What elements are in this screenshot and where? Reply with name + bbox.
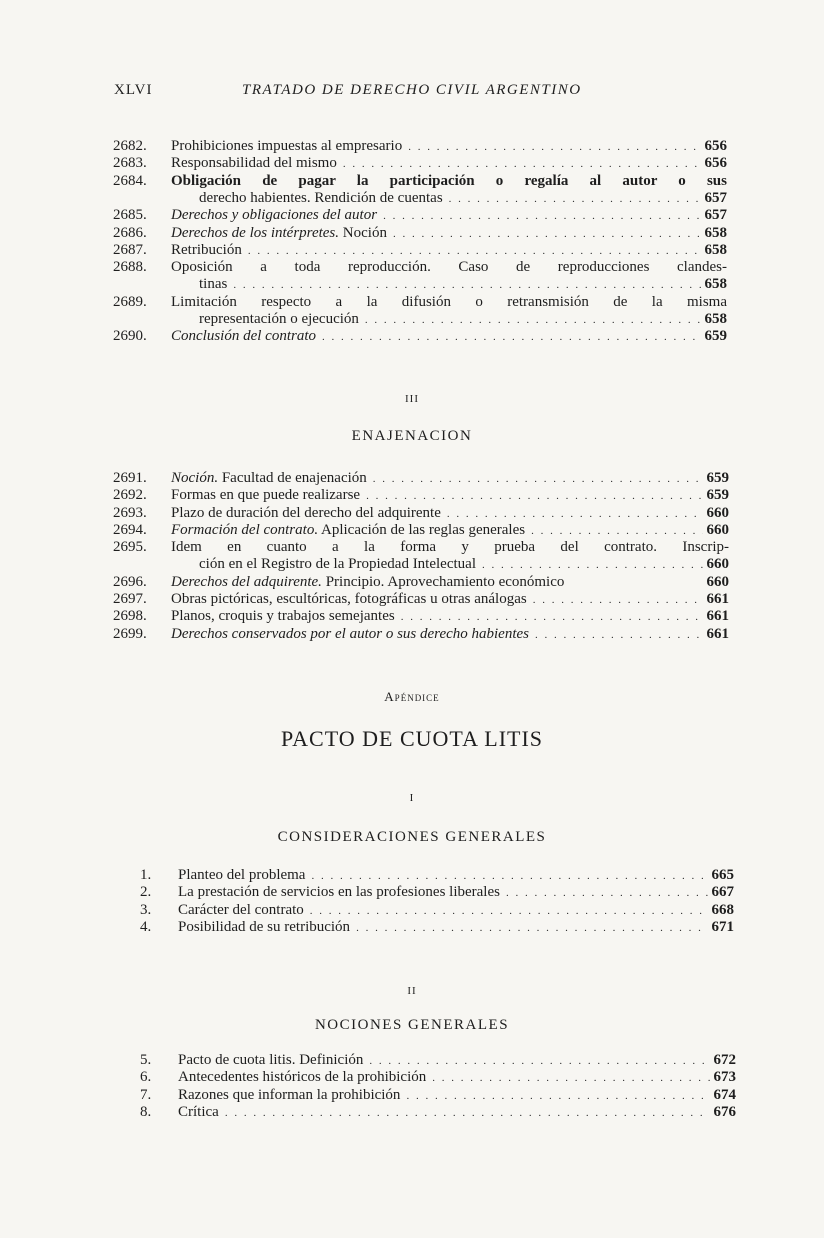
page-number: 660 xyxy=(706,573,729,590)
entry-text: derecho habientes. Rendición de cuentas xyxy=(199,189,443,206)
page-number: 676 xyxy=(713,1103,736,1120)
page-number: 660 xyxy=(706,521,729,538)
page-number: 665 xyxy=(711,867,734,883)
entry-title xyxy=(178,884,500,901)
entry-text: Antecedentes históricos de la prohibición xyxy=(178,1069,427,1086)
dot-leader xyxy=(432,1069,709,1087)
entry-text: Formación del contrato. xyxy=(171,521,319,538)
entry-text: Pacto de cuota litis. Definición xyxy=(178,1052,364,1068)
entry-text: Noción xyxy=(339,224,387,241)
entry-text: Retribución xyxy=(171,241,242,258)
entry-title xyxy=(171,505,441,522)
folio-number: XLVI xyxy=(114,82,153,98)
entry-title xyxy=(171,328,316,345)
entry-title xyxy=(171,155,337,172)
entry-number: 2685. xyxy=(113,207,147,224)
entry-text: Derechos del adquirente. xyxy=(171,573,322,590)
entry-title xyxy=(199,311,359,328)
page-number: 674 xyxy=(713,1086,736,1103)
section-title: CONSIDERACIONES GENERALES xyxy=(277,829,547,845)
entry-title xyxy=(171,470,367,487)
entry-title xyxy=(171,225,387,242)
entry-text: Derechos y obligaciones del autor xyxy=(171,207,378,224)
entry-number: 2690. xyxy=(113,328,147,345)
entry-number: 2691. xyxy=(113,470,147,486)
entry-number: 2683. xyxy=(113,155,147,172)
dot-leader xyxy=(310,902,708,920)
entry-number: 2. xyxy=(140,884,152,901)
entry-title xyxy=(171,608,395,625)
dot-leader xyxy=(322,328,701,346)
dot-leader xyxy=(482,556,703,574)
dot-leader xyxy=(535,626,703,644)
entry-title xyxy=(171,242,242,259)
entry-text: Responsabilidad del mismo xyxy=(171,155,337,172)
entry-text: Derechos conservados por el autor o sus derecho habientes xyxy=(171,625,529,642)
dot-leader xyxy=(365,311,701,329)
entry-text: tinas xyxy=(199,276,228,293)
entry-text: Principio. Aprovechamiento económico xyxy=(321,573,565,590)
page-number: 667 xyxy=(711,884,734,901)
entry-text: Carácter del contrato xyxy=(178,901,304,918)
entry-number: 2687. xyxy=(113,241,147,258)
entry-number: 2695. xyxy=(113,539,147,556)
entry-number: 2699. xyxy=(113,625,147,642)
entry-title xyxy=(171,259,727,276)
entry-title xyxy=(199,276,227,293)
entry-number: 7. xyxy=(140,1086,152,1103)
dot-leader xyxy=(311,867,707,885)
entry-number: 2698. xyxy=(113,608,147,625)
entry-text: Razones que informan la prohibición xyxy=(178,1086,401,1103)
entry-title xyxy=(171,173,727,190)
appendix-label: Apéndice xyxy=(384,689,440,704)
entry-number: 2696. xyxy=(113,573,147,590)
entry-text: Limitación respecto a la difusión o retransmisión de la misma xyxy=(171,293,727,310)
page-number: 658 xyxy=(704,224,727,241)
entry-number: 2684. xyxy=(113,172,147,189)
dot-leader xyxy=(225,1104,710,1122)
entry-title xyxy=(178,1087,400,1104)
entry-text: Planteo del problema xyxy=(178,867,306,883)
entry-title xyxy=(199,190,443,207)
dot-leader xyxy=(449,190,701,208)
entry-number: 2694. xyxy=(113,521,147,538)
dot-leader xyxy=(447,505,703,523)
entry-number: 4. xyxy=(140,918,152,935)
page-number: 658 xyxy=(704,276,727,293)
entry-title xyxy=(171,294,727,311)
entry-text: Derechos de los intérpretes. xyxy=(171,224,340,241)
entry-number: 2688. xyxy=(113,259,147,276)
page-number: 661 xyxy=(706,625,729,642)
entry-title xyxy=(178,902,304,919)
entry-number: 2689. xyxy=(113,293,147,310)
section-number: III xyxy=(405,393,419,405)
entry-text: Posibilidad de su retribución xyxy=(178,918,351,935)
page-header xyxy=(114,82,714,106)
page-number: 671 xyxy=(711,918,734,935)
page-number: 673 xyxy=(713,1069,736,1086)
entry-title xyxy=(178,1069,426,1086)
entry-number: 2697. xyxy=(113,591,147,608)
page-number: 661 xyxy=(706,591,729,608)
page-number: 658 xyxy=(704,310,727,327)
dot-leader xyxy=(401,608,703,626)
entry-number: 2692. xyxy=(113,487,147,504)
entry-title xyxy=(171,574,564,591)
section-number: II xyxy=(407,985,417,997)
entry-title xyxy=(171,626,529,643)
entry-title xyxy=(171,591,527,608)
page-number: 657 xyxy=(704,189,727,206)
page-number: 661 xyxy=(706,608,729,625)
page-number: 656 xyxy=(704,138,727,154)
entry-text: representación o ejecución xyxy=(199,310,359,327)
page-number: 672 xyxy=(713,1052,736,1068)
entry-text: Obras pictóricas, escultóricas, fotográficas u otras análogas xyxy=(171,591,527,608)
entry-title xyxy=(171,207,377,224)
entry-title xyxy=(178,867,305,884)
entry-text: Facultad de enajenación xyxy=(218,470,367,486)
entry-title xyxy=(171,138,402,155)
dot-leader xyxy=(369,1052,709,1070)
entry-text: La prestación de servicios en las profesiones liberales xyxy=(178,884,500,901)
entry-text: Crítica xyxy=(178,1103,219,1120)
entry-title xyxy=(178,919,350,936)
page-number: 657 xyxy=(704,207,727,224)
running-title: TRATADO DE DERECHO CIVIL ARGENTINO xyxy=(242,82,582,98)
entry-number: 2682. xyxy=(113,138,147,154)
entry-title xyxy=(199,556,476,573)
dot-leader xyxy=(406,1087,709,1105)
section-number: I xyxy=(409,792,415,804)
section-title: NOCIONES GENERALES xyxy=(314,1017,510,1033)
entry-text: Aplicación de las reglas generales xyxy=(318,521,526,538)
dot-leader xyxy=(531,522,702,540)
entry-title xyxy=(171,487,360,504)
entry-number: 1. xyxy=(140,867,152,883)
dot-leader xyxy=(506,884,708,902)
dot-leader xyxy=(373,470,703,488)
page-number: 659 xyxy=(706,487,729,504)
entry-number: 5. xyxy=(140,1052,152,1068)
entry-text: Formas en que puede realizarse xyxy=(171,487,361,504)
page-number: 660 xyxy=(706,556,729,573)
dot-leader xyxy=(383,207,700,225)
entry-title xyxy=(178,1052,363,1069)
entry-number: 6. xyxy=(140,1069,152,1086)
dot-leader xyxy=(393,225,701,243)
dot-leader xyxy=(366,487,702,505)
section-title: ENAJENACION xyxy=(351,428,473,444)
entry-number: 2686. xyxy=(113,224,147,241)
page-number: 658 xyxy=(704,241,727,258)
appendix-title: PACTO DE CUOTA LITIS xyxy=(280,726,544,751)
entry-text: Plazo de duración del derecho del adquirente xyxy=(171,504,441,521)
entry-number: 2693. xyxy=(113,504,147,521)
page-number: 659 xyxy=(706,470,729,486)
entry-title xyxy=(171,539,729,556)
entry-text: Noción. xyxy=(171,470,219,486)
dot-leader xyxy=(248,242,701,260)
entry-text: Idem en cuanto a la forma y prueba del contrato. Inscrip- xyxy=(171,539,729,556)
dot-leader xyxy=(408,138,700,156)
page-number: 660 xyxy=(706,504,729,521)
page-number: 668 xyxy=(711,901,734,918)
entry-title xyxy=(178,1104,219,1121)
entry-text: Prohibiciones impuestas al empresario xyxy=(171,138,403,154)
entry-text: ción en el Registro de la Propiedad Intelectual xyxy=(199,556,476,573)
entry-number: 3. xyxy=(140,901,152,918)
page-number: 656 xyxy=(704,155,727,172)
dot-leader xyxy=(356,919,707,937)
entry-number: 8. xyxy=(140,1103,152,1120)
dot-leader xyxy=(233,276,700,294)
entry-text: Conclusión del contrato xyxy=(171,328,316,345)
entry-text: Obligación de pagar la participación o regalía al autor o sus xyxy=(171,172,727,189)
entry-text: Planos, croquis y trabajos semejantes xyxy=(171,608,395,625)
entry-text: Oposición a toda reproducción. Caso de reproducciones clandes- xyxy=(171,259,727,276)
page-number: 659 xyxy=(704,328,727,345)
dot-leader xyxy=(343,155,701,173)
entry-title xyxy=(171,522,525,539)
dot-leader xyxy=(533,591,703,609)
